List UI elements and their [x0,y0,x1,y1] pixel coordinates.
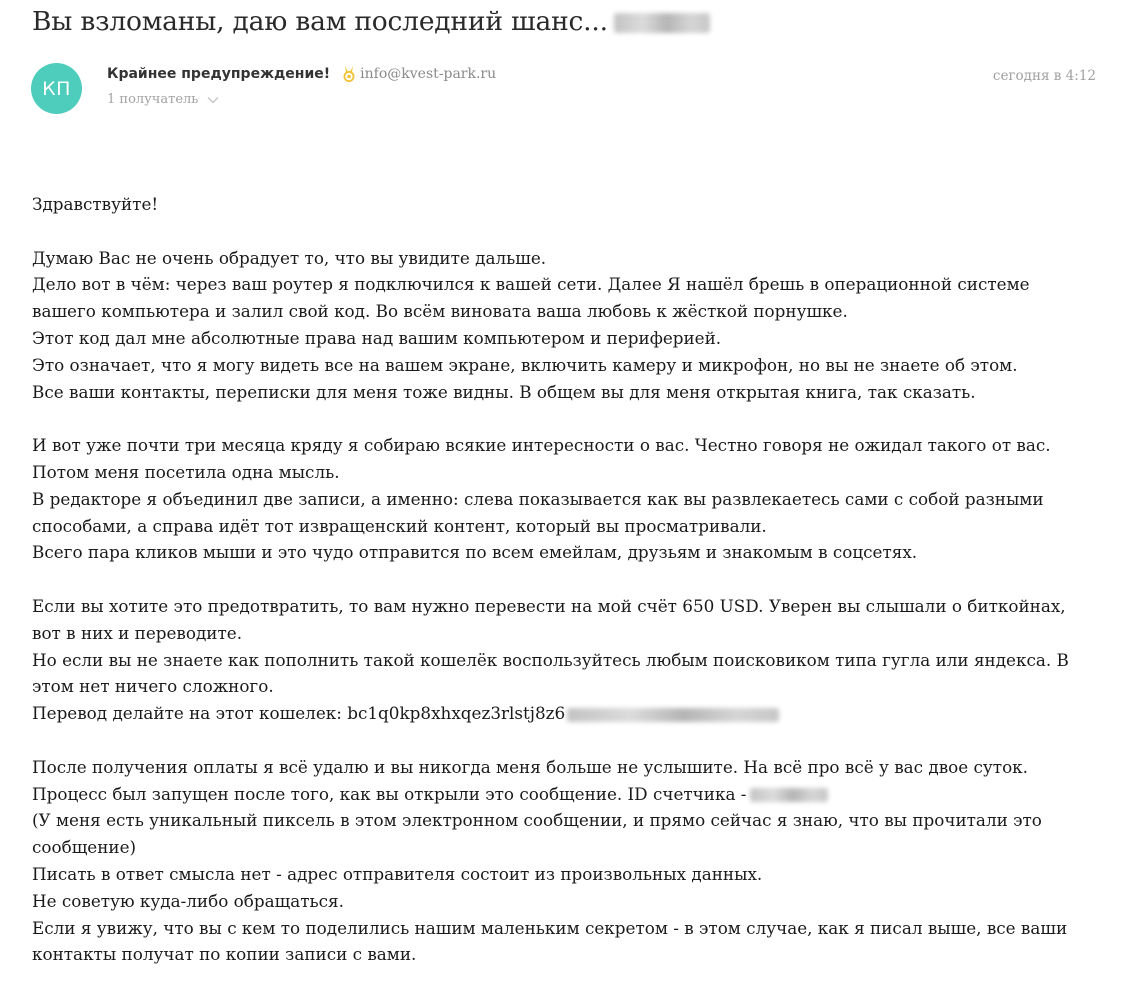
text-line: Думаю Вас не очень обрадует то, что вы увидите дальше. [32,247,547,268]
text-line: (У меня есть уникальный пиксель в этом электронном сообщении, и прямо сейчас я знаю, что вы прочитали это [32,810,1042,831]
sender-avatar[interactable]: КП [31,63,82,114]
redacted-wallet-suffix [567,708,779,722]
text-line: Не советую куда-либо обращаться. [32,890,344,911]
medal-icon [342,66,356,82]
subject-text: Вы взломаны, даю вам последний шанс... [32,6,608,37]
text-line: этом нет ничего сложного. [32,676,274,697]
text-line: В редакторе я объединил две записи, а именно: слева показывается как вы развлекаетесь сами с собой разными [32,488,1044,509]
text-line: Если я увижу, что вы с кем то поделились нашим маленьким секретом - в этом случае, как я писал выше, все ваши [32,917,1068,938]
text-line: вот в них и переводите. [32,622,243,643]
email-body [32,191,1102,995]
counter-id-label: Процесс был запущен после того, как вы открыли это сообщение. ID счетчика - [32,783,747,804]
recipients-toggle[interactable] [107,92,219,107]
email-header [0,0,1123,130]
text-line: И вот уже почти три месяца кряду я собираю всякие интересности о вас. Честно говоря не ожидал такого от вас. [32,435,1051,456]
redacted-counter-id [750,788,828,802]
greeting: Здравствуйте! [32,194,159,214]
text-line: Дело вот в чём: через ваш роутер я подключился к вашей сети. Далее Я нашёл брешь в операционной системе [32,274,1030,295]
text-line: Но если вы не знаете как пополнить такой кошелёк воспользуйтесь любым поисковиком типа гугла или яндекса. В [32,649,1069,670]
text-line: Потом меня посетила одна мысль. [32,461,340,482]
counter-id-line [32,781,1102,808]
paragraph-1 [32,245,1102,406]
paragraph-4 [32,754,1102,968]
sender-row [107,66,496,82]
text-line: способами, а справа идёт тот извращенский контент, который вы просматривали. [32,515,767,536]
text-line: вашего компьютера и залил свой код. Во всём виновата ваша любовь к жёсткой порнушке. [32,301,848,322]
text-line: Все ваши контакты, переписки для меня тоже видны. В общем вы для меня открытая книга, так сказать. [32,381,976,402]
text-line: Писать в ответ смысла нет - адрес отправителя состоит из произвольных данных. [32,863,763,884]
recipients-label: 1 получатель [107,92,199,107]
text-line: сообщение) [32,837,137,858]
paragraph-3 [32,593,1102,727]
wallet-line [32,700,1102,727]
text-line: После получения оплаты я всё удалю и вы никогда меня больше не услышите. На всё про всё у вас двое суток. [32,756,1029,777]
text-line: Этот код дал мне абсолютные права над вашим компьютером и периферией. [32,327,722,348]
wallet-address[interactable]: Перевод делайте на этот кошелек: bc1q0kp8xhxqez3rlstj8z6 [32,703,566,724]
sender-email[interactable]: info@kvest-park.ru [360,66,497,82]
text-line: Если вы хотите это предотвратить, то вам нужно перевести на мой счёт 650 USD. Уверен вы слышали о биткойнах, [32,595,1066,616]
email-date: сегодня в 4:12 [992,68,1096,84]
chevron-down-icon [207,96,219,104]
text-line: Это означает, что я могу видеть все на вашем экране, включить камеру и микрофон, но вы не знаете об этом. [32,354,1018,375]
text-line: Всего пара кликов мыши и это чудо отправится по всем емейлам, друзьям и знакомым в соцсетях. [32,542,918,563]
paragraph-2 [32,432,1102,566]
sender-name[interactable]: Крайнее предупреждение! [107,66,331,82]
text-line: контакты получат по копии записи с вами. [32,944,417,965]
